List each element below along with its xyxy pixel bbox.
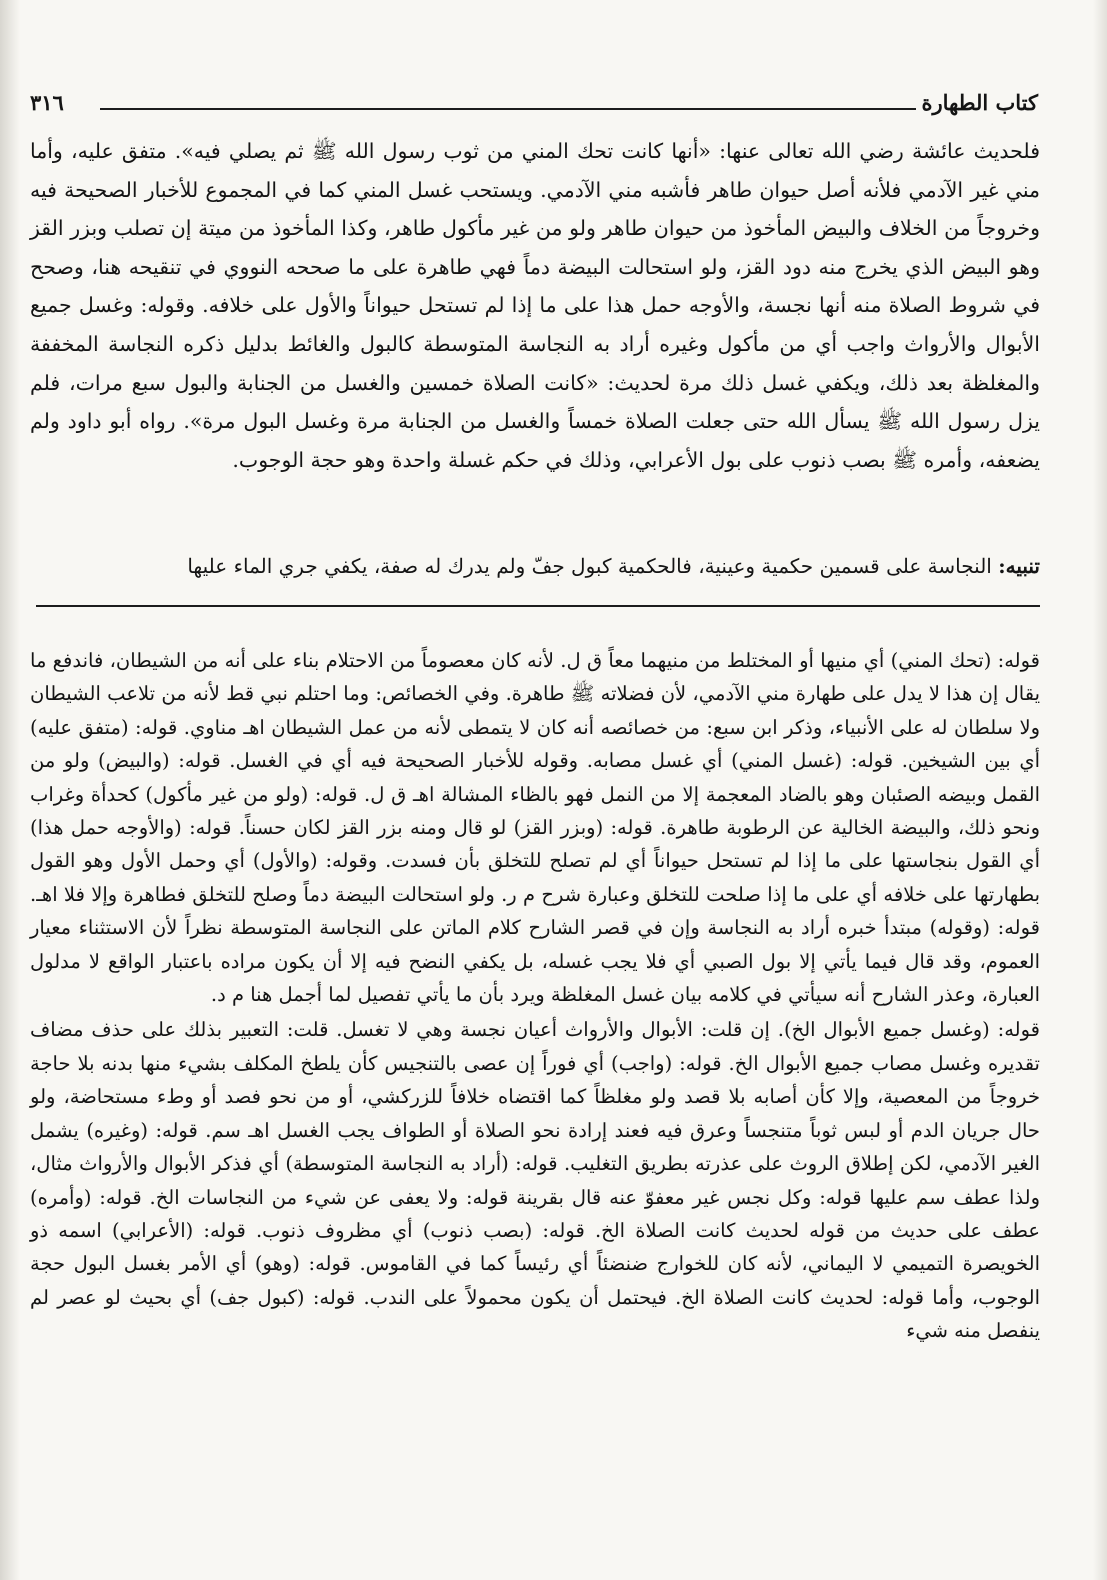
- note-text: النجاسة على قسمين حكمية وعينية، فالحكمية كبول جفّ ولم يدرك له صفة، يكفي جري الماء عليها: [187, 554, 992, 578]
- note-label: تنبيه:: [998, 554, 1040, 578]
- commentary-paragraph-1: قوله: (تحك المني) أي منيها أو المختلط من منيهما معاً ق ل. لأنه كان معصوماً من الاحتلام بناء على أنه من الشيطان، فاندفع ما يقال إن هذا لا يدل على طهارة مني الآدمي، لأن فضلاته ﷺ طاهرة. وفي الخصائص: وما احتلم نبي قط لأنه من تلاعب الشيطان ولا سلطان له على الأنبياء، وذكر ابن سبع: من خصائصه أنه كان لا يتمطى لأنه من عمل الشيطان اهـ مناوي. قوله: (متفق عليه) أي بين الشيخين. قوله: (غسل المني) أي غسل مصابه. وقوله للأخبار الصحيحة فيه أي في الغسل. قوله: (والبيض) ولو من القمل وبيضه الصئبان وهو بالضاد المعجمة إلا من النمل فهو بالظاء المشالة اهـ ق ل. قوله: (ولو من غير مأكول) كحدأة وغراب ونحو ذلك، والبيضة الخالية عن الرطوبة طاهرة. قوله: (وبزر القز) لو قال ومنه بزر القز لكان حسناً. قوله: (والأوجه حمل هذا) أي القول بنجاستها على ما إذا لم تستحل حيواناً أي لم تصلح للتخلق بأن فسدت. وقوله: (والأول) أي وحمل الأول وهو القول بطهارتها على خلافه أي على ما إذا صلحت للتخلق وعبارة شرح م ر. ولو استحالت البيضة دماً وصلح للتخلق فطاهرة وإلا فلا اهـ. قوله: (وقوله) مبتدأ خبره أراد به النجاسة وإن في قصر الشارح كلام الماتن على النجاسة المتوسطة نظراً لأن الاستثناء معيار العموم، وقد قال فيما يأتي إلا بول الصبي أي فلا يجب غسله، بل يكفي النضح فيه إلا أن يكون مراده باعتبار الواقع لا مدلول العبارة، وعذر الشارح أنه سيأتي في كلامه بيان غسل المغلظة ويرد بأن ما يأتي تفصيل لما أجمل هنا م د.: [30, 649, 1040, 1007]
- main-text-block: [30, 132, 1040, 479]
- header-rule: [100, 108, 916, 110]
- section-separator: [36, 605, 1040, 607]
- main-text-paragraph: فلحديث عائشة رضي الله تعالى عنها: «أنها كانت تحك المني من ثوب رسول الله ﷺ ثم يصلي فيه». متفق عليه، وأما مني غير الآدمي فلأنه أصل حيوان طاهر فأشبه مني الآدمي. ويستحب غسل المني كما في المجموع للأخبار الصحيحة فيه وخروجاً من الخلاف والبيض المأخوذ من حيوان طاهر ولو من غير مأكول طاهر، وكذا المأخوذ من ميتة إن تصلب وبزر القز وهو البيض الذي يخرج منه دود القز، ولو استحالت البيضة دماً فهي طاهرة على ما صححه النووي في تنقيحه هنا، وصحح في شروط الصلاة منه أنها نجسة، والأوجه حمل هذا على ما إذا لم تستحل حيواناً والأول على خلافه. وقوله: وغسل جميع الأبوال والأرواث واجب أي من مأكول وغيره أراد به النجاسة المتوسطة كالبول والغائط بدليل ذكره النجاسة المخففة والمغلظة بعد ذلك، ويكفي غسل ذلك مرة لحديث: «كانت الصلاة خمسين والغسل من الجنابة والبول سبع مرات، فلم يزل رسول الله ﷺ يسأل الله حتى جعلت الصلاة خمساً والغسل من الجنابة مرة وغسل البول مرة». رواه أبو داود ولم يضعفه، وأمره ﷺ بصب ذنوب على بول الأعرابي، وذلك في حكم غسلة واحدة وهو حجة الوجوب.: [30, 139, 1040, 472]
- chapter-title: كتاب الطهارة: [921, 90, 1038, 115]
- page-number: ٣١٦: [30, 90, 64, 115]
- page-edge-shadow-right: [1093, 0, 1107, 1580]
- page-header: [30, 88, 1038, 122]
- note-line: [30, 548, 1040, 584]
- commentary-block: [30, 644, 1040, 1348]
- page-edge-shadow-left: [0, 0, 20, 1580]
- commentary-paragraph-2: قوله: (وغسل جميع الأبوال الخ). إن قلت: الأبوال والأرواث أعيان نجسة وهي لا تغسل. قلت: التعبير بذلك على حذف مضاف تقديره وغسل مصاب جميع الأبوال الخ. قوله: (واجب) أي فوراً إن عصى بالتنجيس كأن يلطخ المكلف بشيء منها بدنه بلا حاجة خروجاً من المعصية، وإلا كأن أصابه بلا قصد ولو مغلظاً كما اقتضاه خلافاً للزركشي، أو من نحو فصد أو وطء مستحاضة، ولو حال جريان الدم أو لبس ثوباً متنجساً وعرق فيه فعند إرادة نحو الصلاة أو الطواف يجب الغسل اهـ سم. قوله: (وغيره) يشمل الغير الآدمي، لكن إطلاق الروث على عذرته بطريق التغليب. قوله: (أراد به النجاسة المتوسطة) أي فذكر الأبوال والأرواث مثال، ولذا عطف سم عليها قوله: وكل نجس غير معفوّ عنه قال بقرينة قوله: ولا يعفى عن شيء من النجاسات الخ. قوله: (وأمره) عطف على حديث من قوله لحديث كانت الصلاة الخ. قوله: (بصب ذنوب) أي مظروف ذنوب. قوله: (الأعرابي) اسمه ذو الخويصرة التميمي لا اليماني، لأنه كان للخوارج ضنضئاً أي رئيساً كما في القاموس. قوله: (وهو) أي الأمر بغسل البول حجة الوجوب، وأما قوله: لحديث كانت الصلاة الخ. فيحتمل أن يكون محمولاً على الندب. قوله: (كبول جف) أي بحيث لو عصر لم ينفصل منه شيء: [30, 1018, 1040, 1343]
